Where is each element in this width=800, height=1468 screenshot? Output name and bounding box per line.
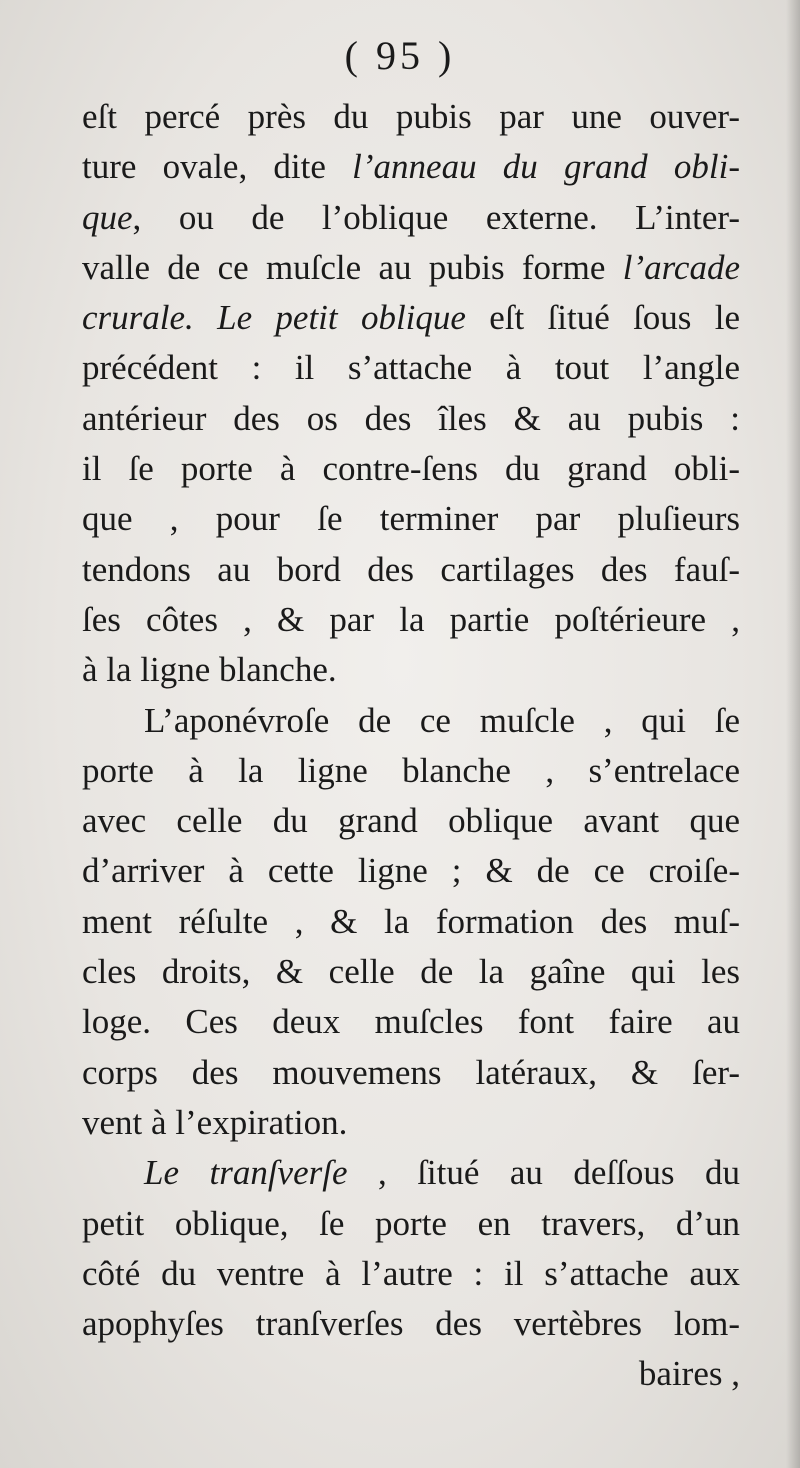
italic-text: l’arcade [622, 247, 740, 287]
text-segment: antérieur des os des îles & au pubis : [82, 398, 740, 438]
text-segment: vent à l’expiration. [82, 1102, 348, 1142]
text-segment: apophyſes tranſverſes des vertèbres lom- [82, 1304, 740, 1344]
text-line [82, 645, 740, 695]
text-line [82, 897, 740, 947]
text-segment: avec celle du grand oblique avant que [82, 801, 740, 841]
italic-text: crurale. Le petit oblique [82, 298, 466, 338]
text-line [82, 1249, 740, 1299]
text-line [82, 193, 740, 243]
text-segment: que , pour ſe terminer par pluſieurs [82, 499, 740, 539]
italic-text: l’anneau du grand obli- [352, 147, 740, 187]
text-segment: d’arriver à cette ligne ; & de ce croiſe- [82, 851, 740, 891]
text-line [82, 1048, 740, 1098]
text-segment: précédent : il s’attache à tout l’angle [82, 348, 740, 388]
page-number: ( 95 ) [344, 33, 456, 78]
text-segment: ture ovale, dite [82, 147, 353, 187]
text-line [82, 343, 740, 393]
text-segment: baires , [638, 1354, 740, 1394]
text-line [82, 1299, 740, 1349]
text-segment: porte à la ligne blanche , s’entrelace [82, 750, 740, 790]
text-segment: il ſe porte à contre-ſens du grand obli- [82, 449, 740, 489]
text-segment: ment réſulte , & la formation des muſ- [82, 901, 740, 941]
text-segment: corps des mouvemens latéraux, & ſer- [82, 1052, 740, 1092]
text-segment: côté du ventre à l’autre : il s’attache aux [82, 1253, 740, 1293]
text-line [82, 494, 740, 544]
text-segment: ſes côtes , & par la partie poſtérieure , [82, 599, 740, 639]
text-line [82, 595, 740, 645]
text-line [82, 746, 740, 796]
text-segment: , ſitué au deſſous du [347, 1153, 740, 1193]
text-line [82, 1349, 740, 1399]
text-line [82, 1148, 740, 1198]
text-segment: eſt ſitué ſous le [465, 298, 740, 338]
text-segment: à la ligne blanche. [82, 650, 337, 690]
text-line [82, 947, 740, 997]
text-line [82, 444, 740, 494]
text-segment: loge. Ces deux muſcles font faire au [82, 1002, 740, 1042]
text-line [82, 394, 740, 444]
body-text [82, 92, 740, 1400]
italic-text: Le tranſverſe [144, 1153, 348, 1193]
text-segment: valle de ce muſcle au pubis forme [82, 247, 623, 287]
page-edge-shadow [786, 0, 800, 1468]
text-line [82, 1098, 740, 1148]
text-segment: , ou de l’oblique externe. L’inter- [132, 197, 740, 237]
text-segment: petit oblique, ſe porte en travers, d’un [82, 1203, 740, 1243]
text-line [82, 293, 740, 343]
text-line [82, 846, 740, 896]
italic-text: que [82, 197, 133, 237]
text-line [82, 142, 740, 192]
text-segment: L’aponévroſe de ce muſcle , qui ſe [144, 700, 740, 740]
text-segment: cles droits, & celle de la gaîne qui les [82, 952, 740, 992]
text-line [82, 243, 740, 293]
text-line [82, 545, 740, 595]
text-line [82, 696, 740, 746]
text-line [82, 997, 740, 1047]
text-line [82, 1199, 740, 1249]
text-line [82, 92, 740, 142]
text-line [82, 796, 740, 846]
text-segment: eſt percé près du pubis par une ouver- [82, 97, 740, 136]
text-segment: tendons au bord des cartilages des fauſ- [82, 549, 740, 589]
